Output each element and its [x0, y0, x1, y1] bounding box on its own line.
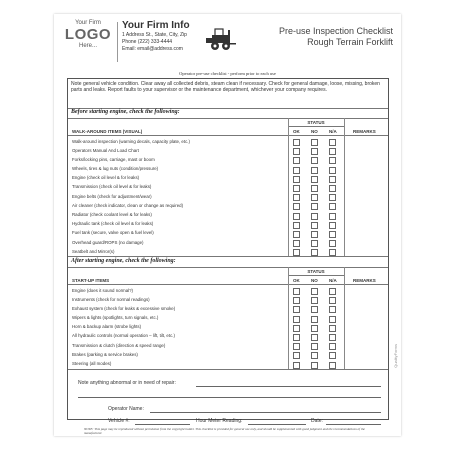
- remarks-field[interactable]: [345, 174, 387, 183]
- ok-checkbox[interactable]: [293, 176, 300, 183]
- checklist-row: [68, 201, 388, 210]
- forklift-icon: [204, 26, 236, 52]
- remarks-field[interactable]: [345, 286, 387, 295]
- checklist-row: [68, 174, 388, 183]
- section-1-remarks-header: REMARKS: [353, 128, 376, 134]
- no-checkbox[interactable]: [311, 352, 318, 359]
- section-2-item-header: START-UP ITEMS: [72, 277, 110, 283]
- firm-phone: Phone (222) 333-4444: [122, 39, 173, 45]
- ok-checkbox[interactable]: [293, 297, 300, 304]
- ok-checkbox[interactable]: [293, 306, 300, 313]
- remarks-field[interactable]: [345, 229, 387, 238]
- hour-meter-field[interactable]: [248, 424, 306, 425]
- copyright-note: NOTE: This page may be reproduced without permission from the copyright holder. This checklist is provided for general use only, and should be supplemented with good judgment and the recommendations of the manufacturer.: [84, 427, 365, 435]
- ok-checkbox[interactable]: [293, 148, 300, 155]
- no-checkbox[interactable]: [311, 222, 318, 229]
- no-checkbox[interactable]: [311, 176, 318, 183]
- checklist-item-label: Fuel tank (secure, valve open & fuel level): [72, 230, 154, 236]
- checklist-item-label: Engine belts (check for adjustment/wear): [72, 193, 152, 199]
- firm-email: Email: email@address.com: [122, 46, 183, 52]
- na-checkbox[interactable]: [329, 222, 336, 229]
- na-checkbox[interactable]: [329, 203, 336, 210]
- ok-checkbox[interactable]: [293, 231, 300, 238]
- ok-checkbox[interactable]: [293, 240, 300, 247]
- no-checkbox[interactable]: [311, 240, 318, 247]
- na-checkbox[interactable]: [329, 297, 336, 304]
- ok-checkbox[interactable]: [293, 288, 300, 295]
- vehicle-label: Vehicle #:: [108, 418, 130, 424]
- logo-top-text: Your Firm: [75, 20, 101, 26]
- ok-checkbox[interactable]: [293, 334, 300, 341]
- divider: [68, 256, 388, 257]
- abnormal-field[interactable]: [196, 386, 381, 387]
- logo-bottom-text: Here...: [78, 43, 97, 49]
- remarks-field[interactable]: [345, 350, 387, 359]
- remarks-field[interactable]: [345, 211, 387, 220]
- section-2-rows: [68, 286, 388, 369]
- checklist-row: [68, 211, 388, 220]
- na-checkbox[interactable]: [329, 316, 336, 323]
- section-1-item-header: WALK-AROUND ITEMS (VISUAL): [72, 128, 143, 134]
- divider: [68, 118, 388, 119]
- side-brand: QualityForms: [393, 344, 398, 368]
- checklist-item-label: All hydraulic controls (normal operation – lift, tilt, etc.): [72, 333, 175, 339]
- checklist-item-label: Wheels, tires & lug nuts (condition/pressure): [72, 166, 159, 172]
- ok-checkbox[interactable]: [293, 157, 300, 164]
- title-line-1: Pre-use Inspection Checklist: [278, 26, 393, 36]
- hour-meter-label: Hour Meter Reading:: [196, 418, 243, 424]
- abnormal-field-line-2[interactable]: [78, 397, 381, 398]
- no-checkbox[interactable]: [311, 288, 318, 295]
- logo-divider: [117, 22, 118, 62]
- ok-checkbox[interactable]: [293, 325, 300, 332]
- divider: [288, 126, 344, 127]
- ok-checkbox[interactable]: [293, 222, 300, 229]
- ok-checkbox[interactable]: [293, 213, 300, 220]
- no-checkbox[interactable]: [311, 306, 318, 313]
- no-checkbox[interactable]: [311, 316, 318, 323]
- divider: [68, 135, 388, 136]
- no-checkbox[interactable]: [311, 167, 318, 174]
- no-checkbox[interactable]: [311, 157, 318, 164]
- section-2-na-header: N/A: [329, 277, 337, 283]
- firm-name: Your Firm Info: [122, 20, 190, 31]
- checklist-row: [68, 314, 388, 323]
- na-checkbox[interactable]: [329, 185, 336, 192]
- remarks-field[interactable]: [345, 360, 387, 369]
- checklist-row: [68, 192, 388, 201]
- title-line-2: Rough Terrain Forklift: [307, 37, 393, 47]
- remarks-field[interactable]: [345, 304, 387, 313]
- ok-checkbox[interactable]: [293, 203, 300, 210]
- section-1-status-label: STATUS: [307, 120, 325, 125]
- ok-checkbox[interactable]: [293, 194, 300, 201]
- checklist-item-label: Steering (all modes): [72, 361, 112, 366]
- checklist-row: [68, 295, 388, 304]
- no-checkbox[interactable]: [311, 148, 318, 155]
- checklist-item-label: Horn & backup alarm (strobe lights): [72, 324, 142, 330]
- no-checkbox[interactable]: [311, 194, 318, 201]
- na-checkbox[interactable]: [329, 288, 336, 295]
- ok-checkbox[interactable]: [293, 185, 300, 192]
- ok-checkbox[interactable]: [293, 316, 300, 323]
- checklist-item-label: Transmission & clutch (direction & speed range): [72, 342, 166, 348]
- abnormal-label: Note anything abnormal or in need of repair:: [78, 380, 176, 386]
- logo: [64, 20, 112, 62]
- checklist-item-label: Hydraulic tank (check oil level & for leaks): [72, 221, 154, 227]
- no-checkbox[interactable]: [311, 213, 318, 220]
- checklist-item-label: Instruments (check for normal readings): [72, 296, 150, 302]
- na-checkbox[interactable]: [329, 231, 336, 238]
- na-checkbox[interactable]: [329, 343, 336, 350]
- document-title: [279, 26, 393, 48]
- section-1-rows: [68, 137, 388, 256]
- checklist-row: [68, 286, 388, 295]
- checklist-row: [68, 304, 388, 313]
- remarks-field[interactable]: [345, 183, 387, 192]
- checklist-item-label: Engine (check oil level & for leaks): [72, 175, 140, 181]
- checklist-item-label: Operators Manual And Load Chart: [72, 147, 139, 153]
- column-divider: [344, 267, 345, 369]
- operator-label: Operator Name:: [108, 406, 144, 412]
- checklist-row: [68, 155, 388, 164]
- checklist-row: [68, 323, 388, 332]
- na-checkbox[interactable]: [329, 139, 336, 146]
- intro-text: Note general vehicle condition. Clear away all collected debris, steam clean if necessary. Check for general damage, loose, missing, broken parts and leaks. Report faults to your supervisor or the maintenance department, whichever your company requires.: [71, 81, 380, 94]
- column-divider: [288, 118, 289, 256]
- ok-checkbox[interactable]: [293, 139, 300, 146]
- column-divider: [344, 118, 345, 256]
- remarks-field[interactable]: [345, 314, 387, 323]
- section-2-no-header: NO: [311, 277, 318, 283]
- checklist-row: [68, 146, 388, 155]
- checklist-form: [67, 78, 389, 424]
- na-checkbox[interactable]: [329, 148, 336, 155]
- date-field[interactable]: [326, 424, 381, 425]
- remarks-field[interactable]: [345, 201, 387, 210]
- logo-main-text: LOGO: [64, 26, 112, 43]
- no-checkbox[interactable]: [311, 334, 318, 341]
- no-checkbox[interactable]: [311, 185, 318, 192]
- checklist-item-label: Transmission (check oil level & for leaks): [72, 184, 152, 190]
- na-checkbox[interactable]: [329, 213, 336, 220]
- checklist-item-label: Walk-around inspection (warning decals, capacity plate, etc.): [72, 138, 190, 144]
- ok-checkbox[interactable]: [293, 343, 300, 350]
- no-checkbox[interactable]: [311, 203, 318, 210]
- section-1-ok-header: OK: [293, 128, 300, 134]
- firm-address: 1 Address St., State, City, Zip: [122, 32, 187, 38]
- no-checkbox[interactable]: [311, 325, 318, 332]
- checklist-item-label: Overhead guard/ROPS (no damage): [72, 239, 144, 245]
- ok-checkbox[interactable]: [293, 362, 300, 369]
- remarks-field[interactable]: [345, 137, 387, 146]
- checklist-row: [68, 332, 388, 341]
- section-2-remarks-header: REMARKS: [353, 277, 376, 283]
- no-checkbox[interactable]: [311, 139, 318, 146]
- na-checkbox[interactable]: [329, 362, 336, 369]
- remarks-field[interactable]: [345, 332, 387, 341]
- checklist-item-label: Brakes (parking & service brakes): [72, 351, 138, 357]
- divider: [68, 267, 388, 268]
- checklist-item-label: Forks/locking pins, carriage, mast or boom: [72, 156, 155, 162]
- remarks-field[interactable]: [345, 323, 387, 332]
- na-checkbox[interactable]: [329, 167, 336, 174]
- ok-checkbox[interactable]: [293, 167, 300, 174]
- checklist-sheet: [54, 14, 401, 436]
- checklist-row: [68, 360, 388, 369]
- divider: [68, 369, 388, 370]
- remarks-field[interactable]: [345, 192, 387, 201]
- no-checkbox[interactable]: [311, 362, 318, 369]
- remarks-field[interactable]: [345, 220, 387, 229]
- na-checkbox[interactable]: [329, 306, 336, 313]
- checklist-item-label: Air cleaner (check indicator, clean or change as required): [72, 202, 184, 208]
- section-2-ok-header: OK: [293, 277, 300, 283]
- no-checkbox[interactable]: [311, 231, 318, 238]
- checklist-row: [68, 165, 388, 174]
- column-divider: [288, 267, 289, 369]
- section-1-heading: Before starting engine, check the following:: [71, 109, 180, 115]
- date-label: Date:: [311, 418, 323, 424]
- na-checkbox[interactable]: [329, 240, 336, 247]
- checklist-row: [68, 137, 388, 146]
- remarks-field[interactable]: [345, 247, 387, 256]
- remarks-field[interactable]: [345, 238, 387, 247]
- remarks-field[interactable]: [345, 295, 387, 304]
- na-checkbox[interactable]: [329, 176, 336, 183]
- divider: [68, 284, 388, 285]
- checklist-item-label: Radiator (check coolant level & for leaks): [72, 212, 152, 217]
- na-checkbox[interactable]: [329, 325, 336, 332]
- remarks-field[interactable]: [345, 165, 387, 174]
- checklist-item-label: Wipers & lights (spotlights, turn signals, etc.): [72, 315, 159, 321]
- operator-field[interactable]: [150, 412, 381, 413]
- no-checkbox[interactable]: [311, 343, 318, 350]
- checklist-item-label: Engine (does it sound normal?): [72, 287, 134, 293]
- checklist-row: [68, 350, 388, 359]
- vehicle-field[interactable]: [135, 424, 190, 425]
- checklist-row: [68, 238, 388, 247]
- na-checkbox[interactable]: [329, 157, 336, 164]
- checklist-item-label: Seatbelt and Mirror(s): [72, 248, 115, 254]
- subheading: Operator pre-use checklist - perform prior to each use: [179, 71, 276, 76]
- section-2-status-label: STATUS: [307, 269, 325, 274]
- checklist-row: [68, 220, 388, 229]
- remarks-field[interactable]: [345, 155, 387, 164]
- remarks-field[interactable]: [345, 146, 387, 155]
- checklist-row: [68, 341, 388, 350]
- na-checkbox[interactable]: [329, 334, 336, 341]
- section-2-heading: After starting engine, check the following:: [71, 258, 176, 264]
- na-checkbox[interactable]: [329, 352, 336, 359]
- checklist-item-label: Exhaust system (check for leaks & excessive smoke): [72, 305, 176, 311]
- ok-checkbox[interactable]: [293, 352, 300, 359]
- section-1-na-header: N/A: [329, 128, 337, 134]
- checklist-row: [68, 229, 388, 238]
- na-checkbox[interactable]: [329, 194, 336, 201]
- remarks-field[interactable]: [345, 341, 387, 350]
- section-1-no-header: NO: [311, 128, 318, 134]
- divider: [288, 275, 344, 276]
- checklist-row: [68, 183, 388, 192]
- no-checkbox[interactable]: [311, 297, 318, 304]
